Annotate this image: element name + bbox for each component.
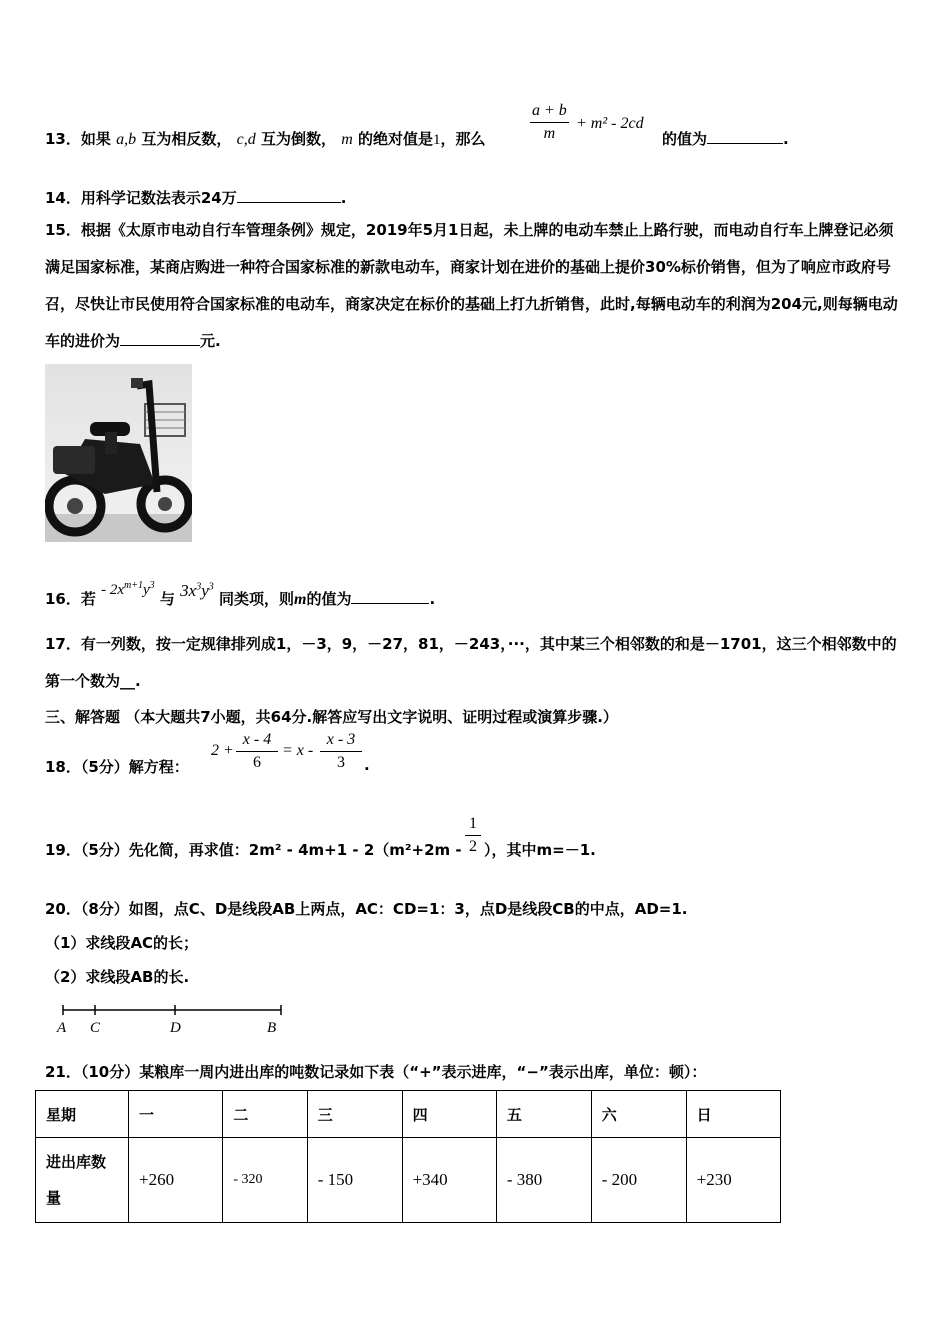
- fraction-bar: [320, 751, 362, 752]
- table-header-cell: 五: [496, 1091, 591, 1138]
- table-header-row: [36, 1091, 781, 1138]
- q20-sub-1: [45, 932, 198, 953]
- q19-end-line: [484, 839, 596, 860]
- q13-fraction: [530, 102, 569, 143]
- segment-diagram: [55, 1000, 295, 1042]
- section-3-text: 三、解答题 （本大题共7小题，共64分.解答应写出文字说明、证明过程或演算步骤.）: [45, 708, 618, 726]
- q15-text: 15．根据《太原市电动自行车管理条例》规定，2019年5月1日起，未上牌的电动车禁止上路行驶，而电动自行车上牌登记必须满足国家标准，某商店购进一种符合国家标准的新款电动车，商家计划在进价的基础上提价30%标价销售，但为了响应市政府号召，尽快让市民使用符合国家标准的电动车，商家决定在标价的基础上打九折销售，此时,每辆电动车的利润为204元,则每辆电动车的进价为: [45, 221, 898, 350]
- fraction-bar: [530, 122, 569, 123]
- answer-blank: [707, 129, 783, 144]
- q18-lhs: 2 +: [211, 742, 234, 759]
- q16-term-1-exponent: m+1: [124, 580, 143, 591]
- q13-one: 1: [433, 132, 441, 148]
- fraction-bar: [236, 751, 278, 752]
- table-cell: - 200: [591, 1138, 686, 1223]
- q16-term-2-y: y: [201, 581, 209, 600]
- table-header-cell: 二: [223, 1091, 307, 1138]
- q18-fraction-1-numerator: x - 4: [242, 731, 272, 748]
- q18-end: .: [364, 756, 370, 774]
- table-header-cell: 一: [129, 1091, 223, 1138]
- q13-var-cd: c,d: [236, 131, 256, 148]
- table-row-label: 进出库数量: [36, 1138, 129, 1223]
- table-header-cell: 星期: [36, 1091, 129, 1138]
- answer-blank: [120, 331, 200, 346]
- q14-text: 14．用科学记数法表示24万: [45, 189, 237, 207]
- q16-end: .: [429, 590, 436, 608]
- q13-text-5: ，那么: [440, 130, 486, 148]
- q19-fraction: [465, 815, 481, 856]
- q20-sub-2-text: （2）求线段AB的长.: [45, 968, 190, 986]
- electric-bike-photo: [45, 364, 192, 542]
- table-header-cell: 四: [402, 1091, 496, 1138]
- question-19: [45, 839, 462, 860]
- question-21: [45, 1061, 706, 1082]
- grain-table: [35, 1090, 781, 1223]
- q13-end: .: [783, 130, 789, 148]
- q16-text-4: 的值为: [306, 590, 352, 608]
- q19-fraction-numerator: 1: [469, 815, 477, 832]
- question-13: [45, 128, 486, 149]
- q18-fraction-2: [320, 731, 362, 772]
- q13-number: 13．: [45, 130, 81, 148]
- q18-fraction-2-denominator: 3: [337, 754, 345, 771]
- q17-text: 17．有一列数，按一定规律排列成1，－3，9，－27，81，－243，···，其中某三个相邻数的和是－1701，这三个相邻数中的第一个数为__.: [45, 635, 897, 690]
- q13-text-3: 互为倒数，: [260, 130, 336, 148]
- q19-end: ），其中m=－1.: [484, 841, 596, 859]
- q13-text-2: 互为相反数，: [141, 130, 232, 148]
- q20-text: 20．（8分）如图，点C、D是线段AB上两点，AC：CD=1：3，点D是线段CB的中点，AD=1.: [45, 900, 688, 918]
- q13-var-ab: a,b: [116, 131, 137, 148]
- q15-end: 元.: [200, 332, 221, 350]
- question-14: [45, 187, 346, 208]
- q16-term-1: [101, 582, 155, 598]
- point-label-a: A: [57, 1020, 67, 1036]
- q14-end: .: [340, 189, 347, 207]
- table-cell: +260: [129, 1138, 223, 1223]
- section-3-heading: [45, 706, 618, 727]
- table-header-cell: 三: [307, 1091, 402, 1138]
- q18-fraction-2-numerator: x - 3: [326, 731, 356, 748]
- q13-fraction-numerator: a + b: [532, 102, 567, 119]
- answer-blank: [351, 589, 429, 604]
- q13-tail-expression: + m² - 2cd: [576, 115, 644, 132]
- answer-blank: [237, 188, 341, 203]
- table-header-cell: 六: [591, 1091, 686, 1138]
- q18-middle: = x -: [282, 742, 314, 759]
- q16-term-2: [180, 581, 214, 600]
- point-label-c: C: [90, 1020, 101, 1036]
- q13-answer-line: [662, 128, 789, 149]
- q16-term-2-exponent: 3: [196, 581, 202, 593]
- q16-var-m: m: [294, 591, 307, 608]
- table-cell: - 150: [307, 1138, 402, 1223]
- q20-sub-2: [45, 966, 189, 987]
- q16-text-1: 16．若: [45, 590, 96, 608]
- table-cell: - 320: [223, 1138, 307, 1223]
- table-cell: - 380: [496, 1138, 591, 1223]
- q13-var-m: m: [341, 131, 353, 148]
- q16-term-1-y: y: [143, 582, 150, 598]
- q13-text-4: 的绝对值是: [358, 130, 434, 148]
- electric-bike-icon: [45, 364, 192, 542]
- q16-text-3: 同类项，则: [218, 590, 294, 608]
- q16-term-1-y-exponent: 3: [149, 580, 155, 591]
- q19-fraction-denominator: 2: [469, 838, 477, 855]
- q13-text-6: 的值为: [662, 130, 708, 148]
- q18-fraction-1-denominator: 6: [253, 754, 261, 771]
- table-header-cell: 日: [686, 1091, 780, 1138]
- q13-fraction-denominator: m: [543, 125, 556, 142]
- q16-term-2-base: 3x: [180, 581, 197, 600]
- q18-fraction-1: [236, 731, 278, 772]
- table-cell: +340: [402, 1138, 496, 1223]
- q16-text-2: 与: [159, 590, 175, 608]
- question-17: [45, 626, 907, 700]
- q13-text-1: 如果: [80, 130, 111, 148]
- point-label-d: D: [170, 1020, 181, 1036]
- q18-end-mark: [364, 756, 370, 774]
- question-16: [45, 580, 436, 609]
- q16-term-1-base: - 2x: [101, 582, 125, 598]
- q18-text: 18．（5分）解方程：: [45, 758, 189, 776]
- q16-term-2-y-exponent: 3: [208, 581, 214, 593]
- table-row: [36, 1138, 781, 1223]
- q20-sub-1-text: （1）求线段AC的长；: [45, 934, 199, 952]
- table-cell: +230: [686, 1138, 780, 1223]
- question-15: [45, 212, 907, 360]
- point-label-b: B: [267, 1020, 277, 1036]
- fraction-bar: [465, 835, 481, 836]
- q19-text: 19．（5分）先化简，再求值：2m² - 4m+1 - 2（m²+2m -: [45, 841, 462, 859]
- question-18: [45, 756, 189, 777]
- question-20: [45, 898, 688, 919]
- q21-text: 21．（10分）某粮库一周内进出库的吨数记录如下表（“+”表示进库，“−”表示出库，单位：顿）：: [45, 1063, 707, 1081]
